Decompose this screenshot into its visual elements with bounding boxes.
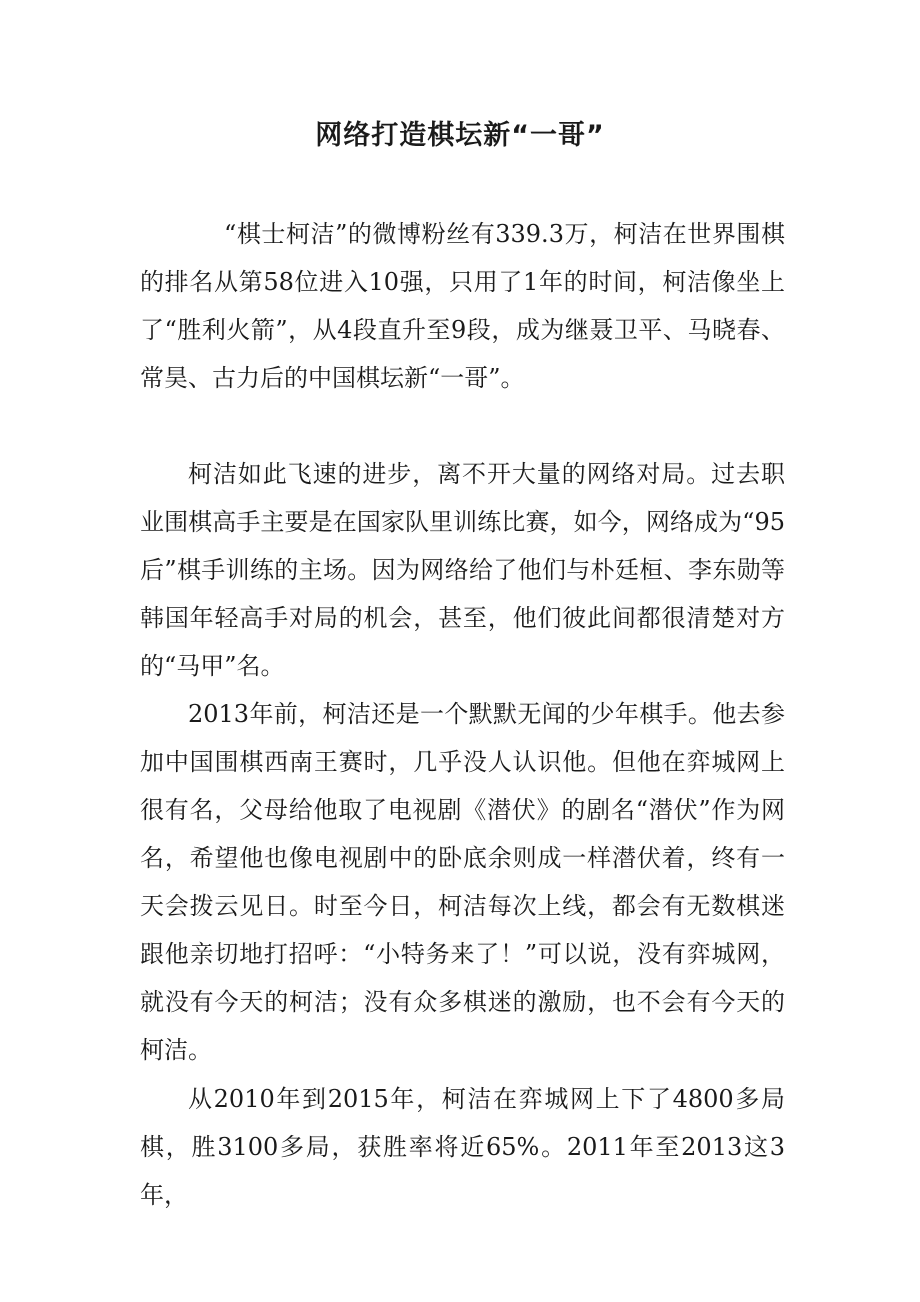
- article-title: 网络打造棋坛新“一哥”: [315, 120, 605, 151]
- paragraph-4: 从2010年到2015年，柯洁在弈城网上下了4800多局棋，胜3100多局，获胜率将近65%。2011年至2013这3年，: [140, 1085, 785, 1209]
- paragraph-2: 柯洁如此飞速的进步，离不开大量的网络对局。过去职业围棋高手主要是在国家队里训练比赛，如今，网络成为“95后”棋手训练的主场。因为网络给了他们与朴廷桓、李东勋等韩国年轻高手对局的机会，甚至，他们彼此间都很清楚对方的“马甲”名。: [140, 460, 785, 680]
- paragraph-3: 2013年前，柯洁还是一个默默无闻的少年棋手。他去参加中国围棋西南王赛时，几乎没人认识他。但他在弈城网上很有名，父母给他取了电视剧《潜伏》的剧名“潜伏”作为网名，希望他也像电视剧中的卧底余则成一样潜伏着，终有一天会拨云见日。时至今日，柯洁每次上线，都会有无数棋迷跟他亲切地打招呼：“小特务来了！”可以说，没有弈城网，就没有今天的柯洁；没有众多棋迷的激励，也不会有今天的柯洁。: [140, 700, 785, 1064]
- paragraph-1: “棋士柯洁”的微博粉丝有339.3万，柯洁在世界围棋的排名从第58位进入10强，只用了1年的时间，柯洁像坐上了“胜利火箭”，从4段直升至9段，成为继聂卫平、马晓春、常昊、古力后的中国棋坛新“一哥”。: [140, 220, 785, 392]
